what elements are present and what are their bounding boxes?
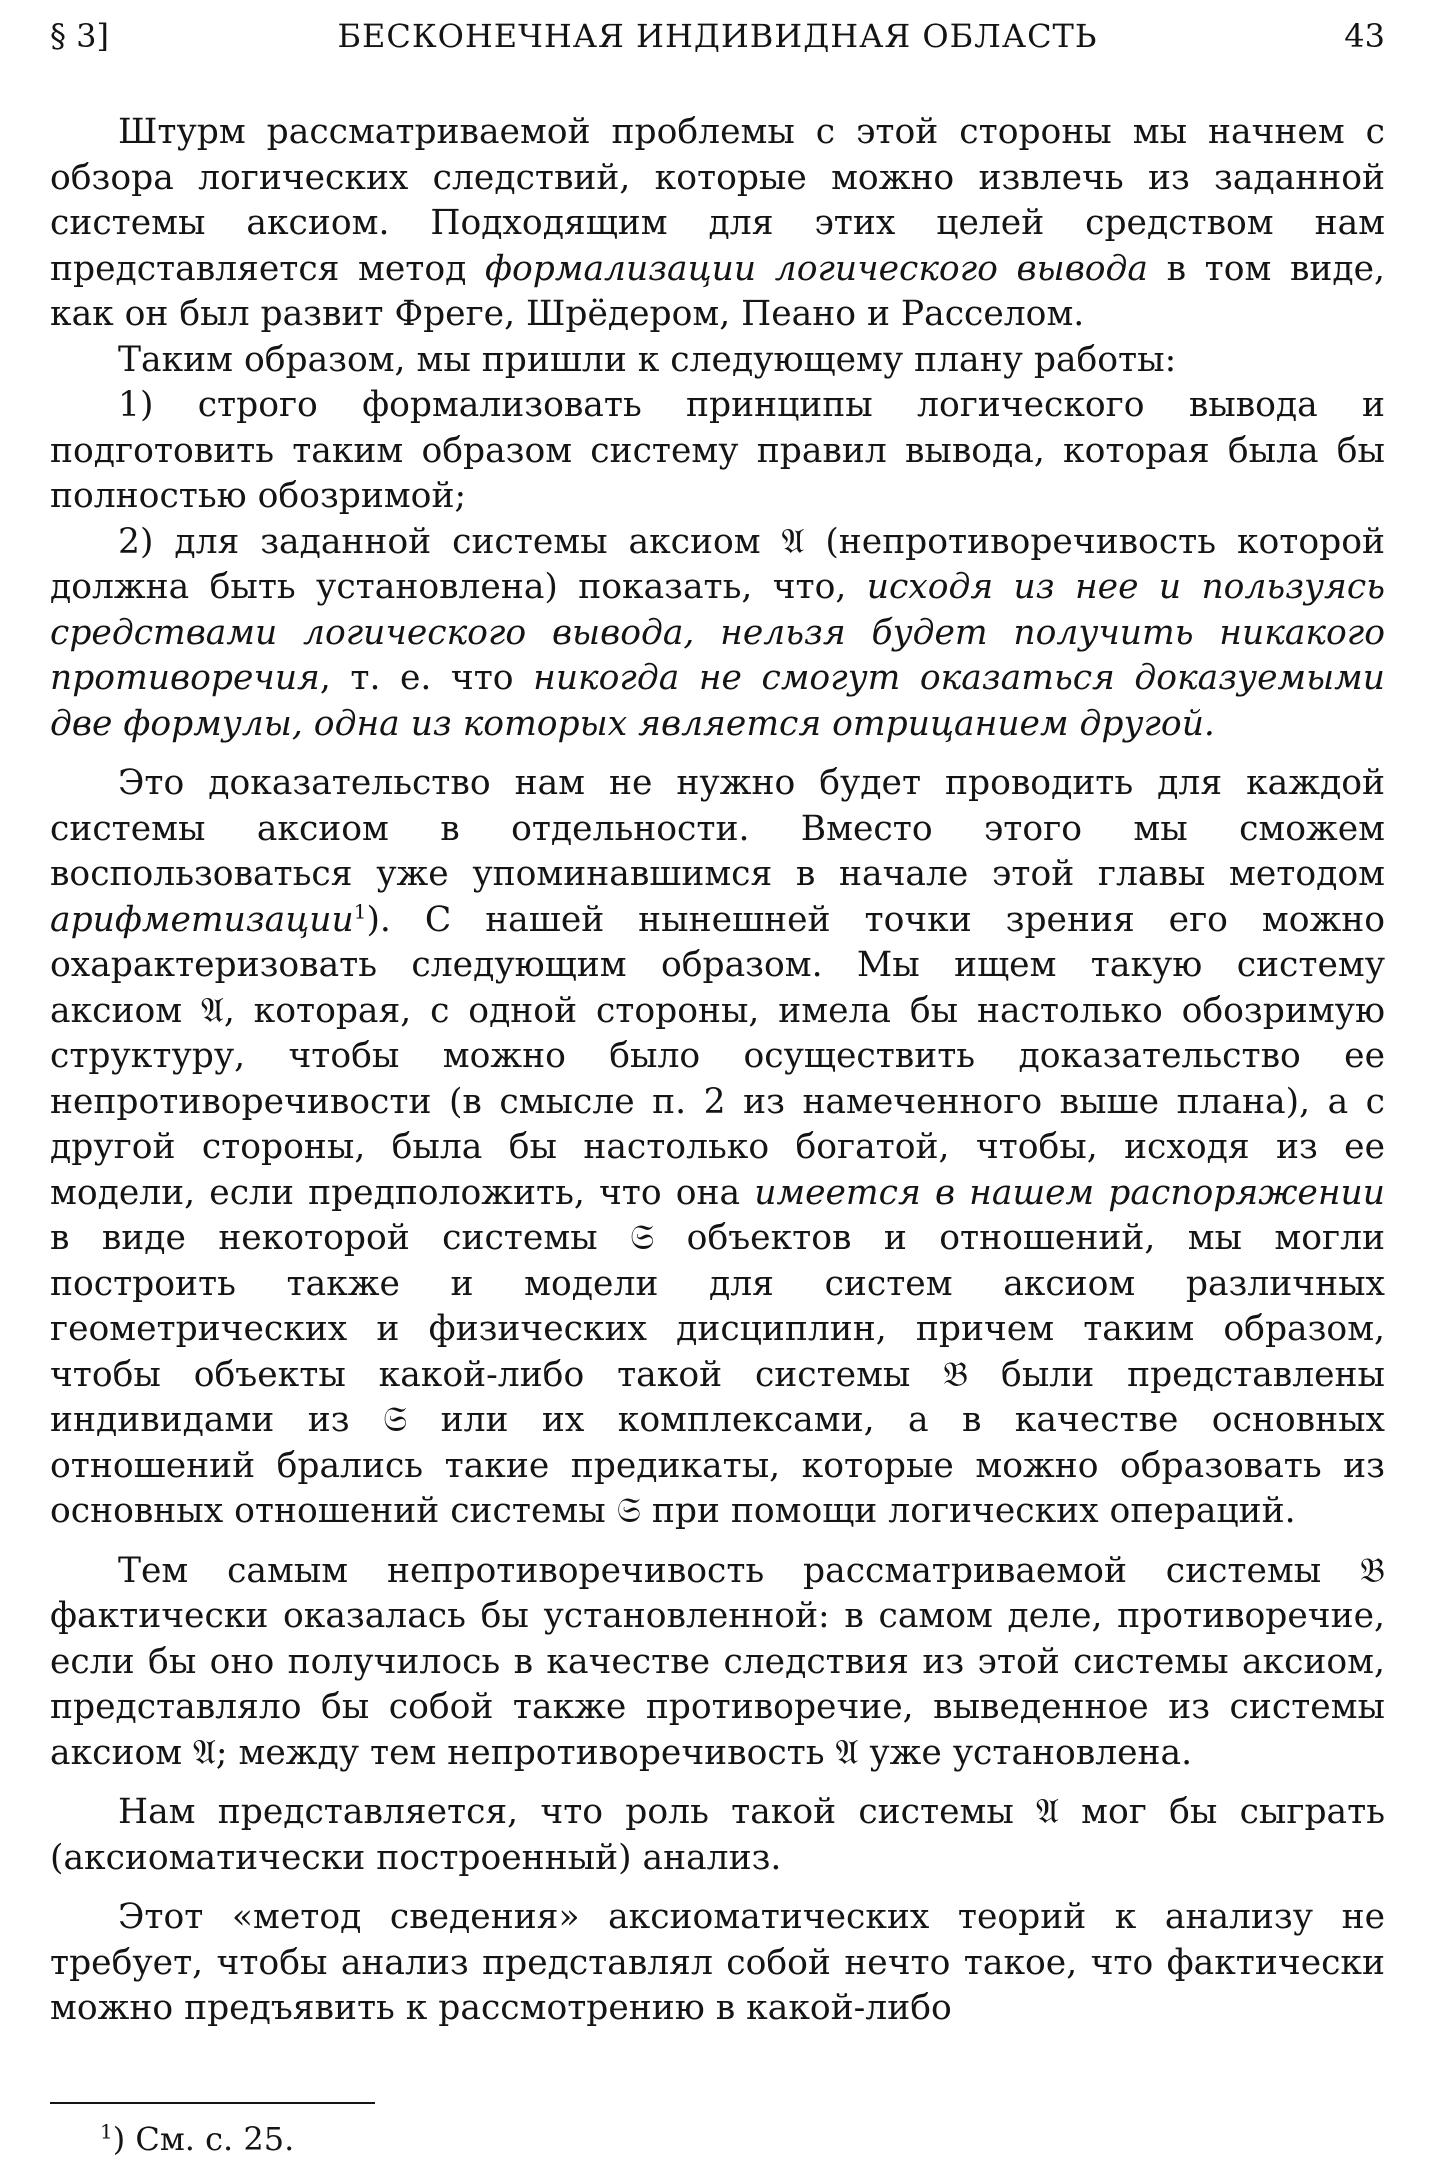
axiom-system-symbol: 𝔄 [200, 990, 224, 1031]
text-fragment: ; между тем непротиворечивость [215, 1732, 836, 1773]
paragraph-6: Этот «метод сведения» аксиоматических теорий к анализу не требует, чтобы анализ представлял собой нечто такое, что фактически можно предъявить к рассмотрению в какой-либо [50, 1897, 1385, 2028]
footnote-mark: 1 [100, 2119, 113, 2144]
text-fragment: мог бы сыграть (аксиоматически построенный) анализ. [50, 1792, 1385, 1878]
text-fragment: Тем самым непротиворечивость рассматриваемой системы [118, 1550, 1361, 1591]
body-text [50, 110, 1385, 2032]
text-fragment: Штурм рассматриваемой проблемы с этой стороны мы начнем с обзора логических следствий, которые можно извлечь из заданной системы аксиом. Подходящим для этих целей средством нам представляется метод [50, 112, 1385, 289]
plan-item-1: 1) строго формализовать принципы логического вывода и подготовить таким образом систему правил вывода, которая была бы полностью обозримой; [50, 385, 1385, 516]
system-symbol: 𝔅 [1360, 1550, 1385, 1591]
system-symbol: 𝔅 [943, 1354, 969, 1395]
axiom-system-symbol: 𝔄 [1036, 1792, 1059, 1832]
text-fragment: в том виде, как он был развит Фреге, Шрёдером, Пеано и Расселом. [50, 248, 1385, 334]
footnote-divider [50, 2102, 375, 2104]
text-fragment: (непротиворечивость которой должна быть установлена) показать, что, [50, 521, 1385, 607]
text-fragment: , которая, с одной стороны, имела бы настолько обозримую структуру, чтобы можно было осуществить доказательство ее непротиворечивости (в смысле п. 2 из намеченного выше плана), а с другой стороны, была бы настолько богатой, чтобы, исходя из ее модели, если предположить, что она [50, 990, 1385, 1213]
footnote-reference: 1 [353, 899, 367, 923]
paragraph-5 [50, 1790, 1385, 1881]
axiom-system-symbol: 𝔄 [781, 521, 805, 562]
paragraph-4 [50, 1549, 1385, 1777]
axiom-system-symbol: 𝔄 [193, 1732, 216, 1773]
emphasis: исходя из нее и пользуясь средствами логического вывода, нельзя будет получить никакого противоречия [50, 567, 1385, 698]
paragraph-2: Таким образом, мы пришли к следующему плану работы: [118, 339, 1177, 380]
page-number: 43 [1344, 17, 1385, 55]
chapter-title: БЕСКОНЕЧНАЯ ИНДИВИДНАЯ ОБЛАСТЬ [337, 17, 1098, 55]
footnote [100, 2118, 294, 2160]
plan-item-2 [50, 520, 1385, 748]
text-fragment: фактически оказалась бы установленной: в самом деле, противоречие, если бы оно получилось в качестве следствия из этой системы аксиом, представляло бы собой также противоречие, выведенное из системы аксиом [50, 1596, 1385, 1773]
system-symbol: 𝔖 [616, 1491, 641, 1531]
text-fragment: 2) для заданной системы аксиом [118, 521, 782, 562]
text-fragment: уже установлена. [858, 1732, 1193, 1773]
text-fragment: Это доказательство нам не нужно будет проводить для каждой системы аксиом в отдельности. Вместо этого мы сможем воспользоваться уже упоминавшимся в начале этой главы методом [50, 763, 1385, 894]
emphasis: никогда не смогут оказаться доказуемыми две формулы, одна из которых является отрицанием другой. [50, 658, 1386, 744]
emphasis: формализации логического вывода [485, 248, 1148, 289]
text-fragment: ). С нашей нынешней точки зрения его можно охарактеризовать следующим образом. Мы ищем такую систему аксиом [50, 899, 1385, 1031]
axiom-system-symbol: 𝔄 [835, 1732, 859, 1773]
section-marker: § 3] [50, 17, 110, 55]
paragraph-3 [50, 761, 1385, 1535]
system-symbol: 𝔖 [382, 1400, 408, 1440]
footnote-text: ) См. с. 25. [112, 2120, 295, 2158]
text-fragment: или их комплексами, а в качестве основных отношений брались такие предикаты, которые можно образовать из основных отношений системы [50, 1400, 1385, 1531]
running-head [50, 14, 1385, 58]
text-fragment: были представлены индивидами из [50, 1354, 1385, 1440]
text-fragment: в виде некоторой системы [50, 1218, 631, 1258]
emphasis: имеется в нашем распоряжении [754, 1172, 1385, 1213]
text-fragment: объектов и отношений, мы могли построить также и модели для систем аксиом различных геометрических и физических дисциплин, причем таким образом, чтобы объекты какой-либо такой системы [50, 1218, 1385, 1395]
text-fragment: при помощи логических операций. [640, 1491, 1296, 1531]
text-fragment: , т. е. что [319, 658, 534, 698]
paragraph-1 [50, 110, 1385, 338]
system-symbol: 𝔖 [630, 1218, 655, 1258]
text-fragment: Нам представляется, что роль такой системы [118, 1792, 1037, 1832]
emphasis: арифметизации [50, 899, 354, 940]
